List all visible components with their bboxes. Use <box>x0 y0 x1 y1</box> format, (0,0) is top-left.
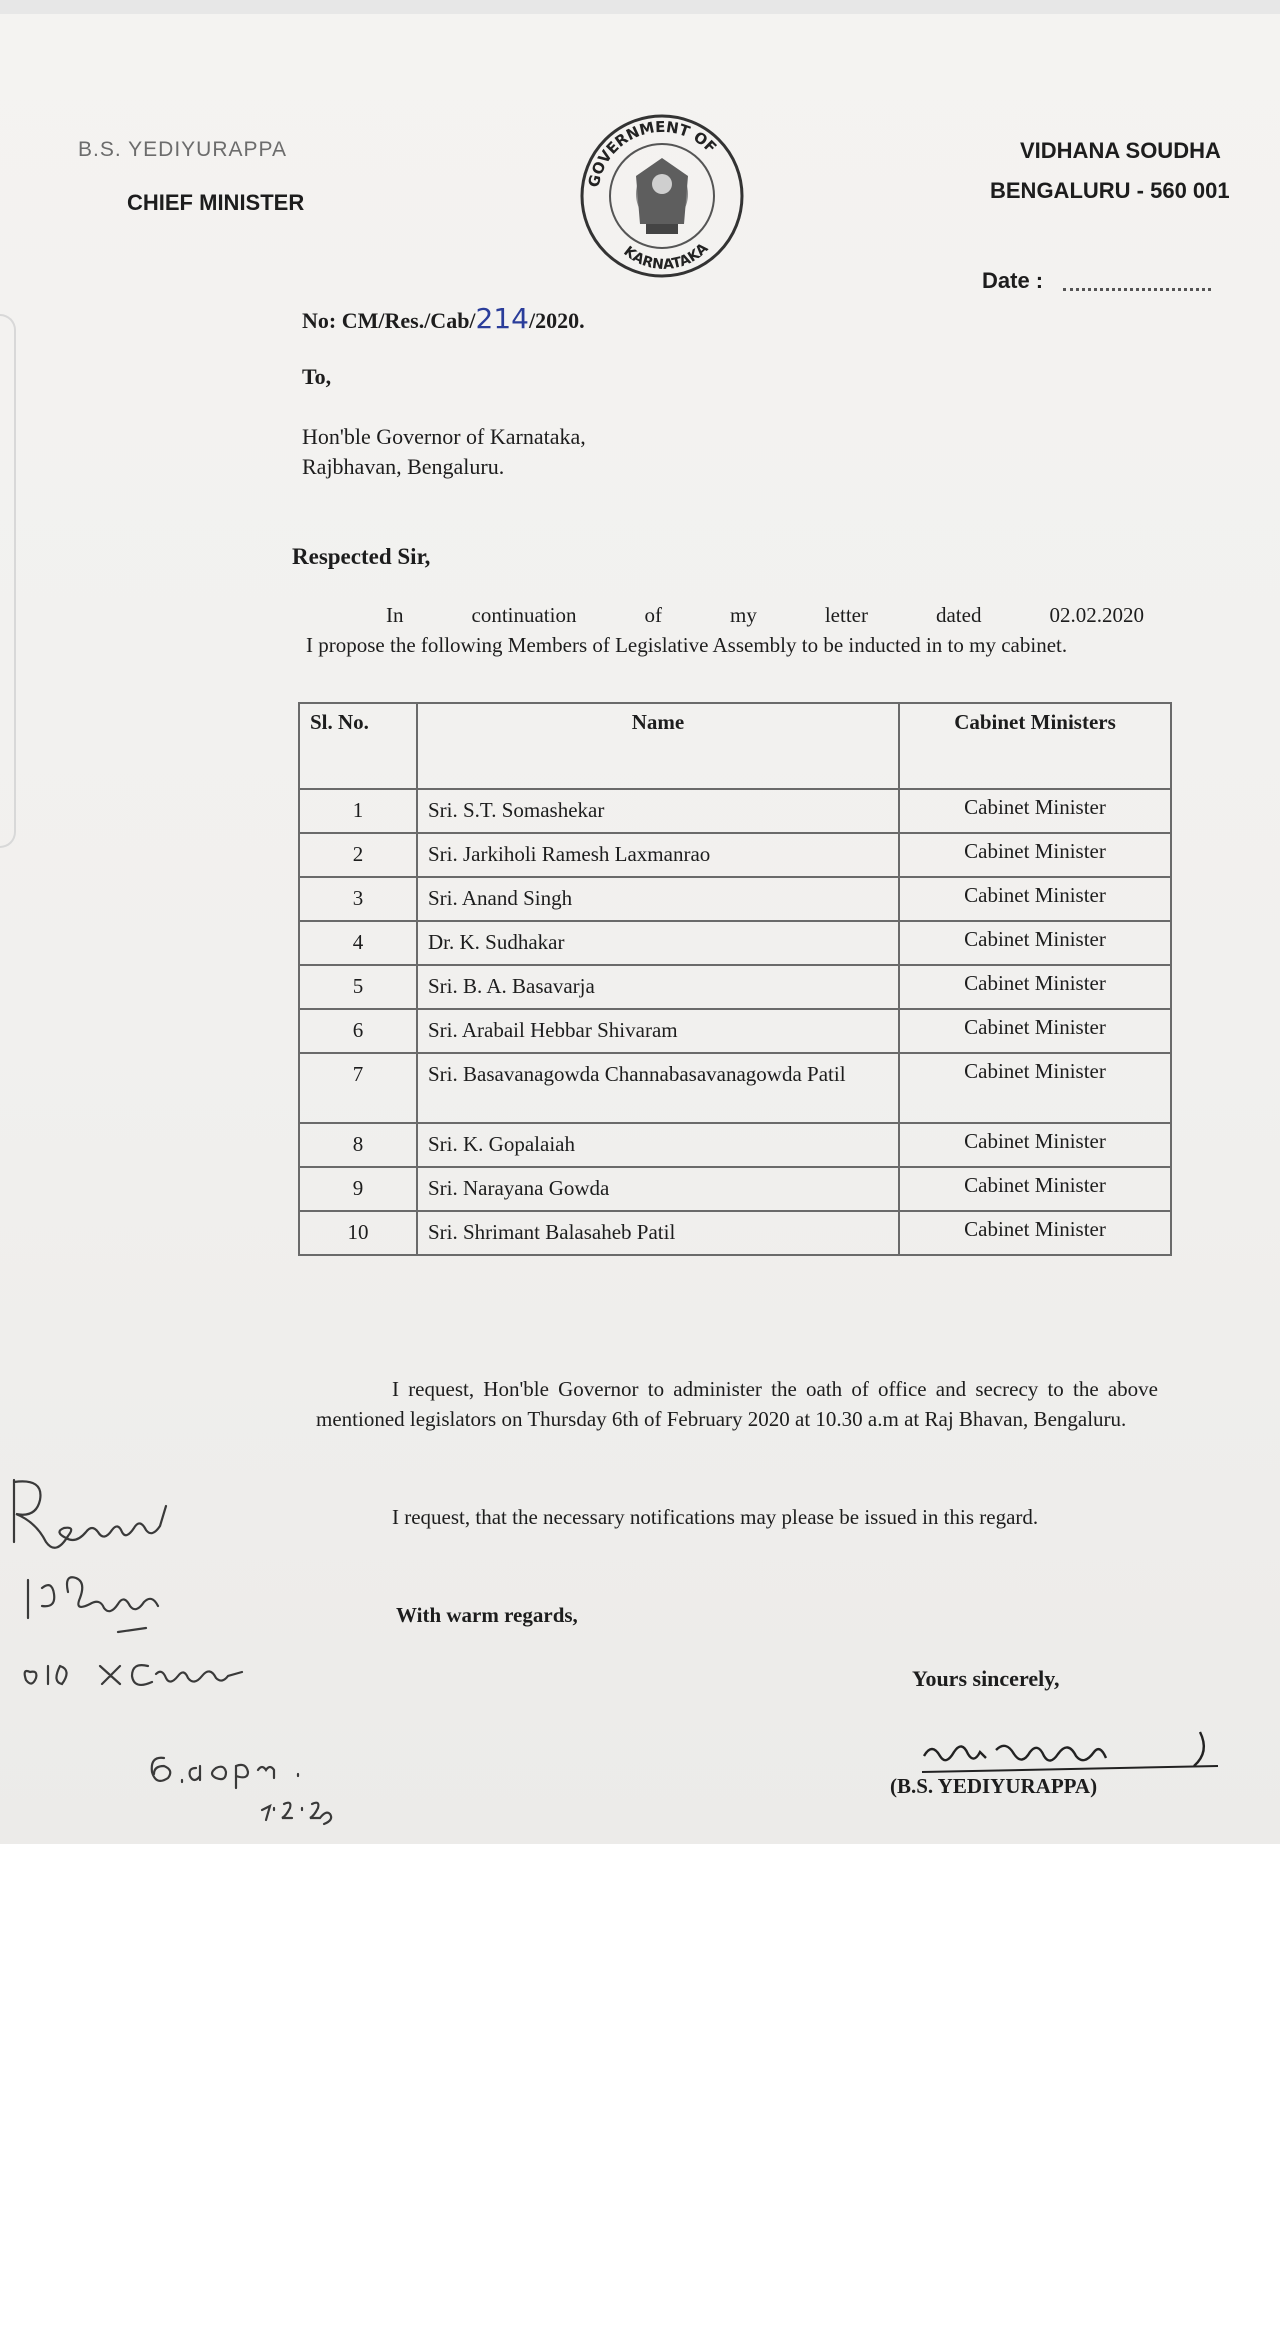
date-blank-line <box>1063 288 1211 291</box>
header-sl-no: Sl. No. <box>299 703 417 789</box>
cell-role: Cabinet Minister <box>899 877 1171 921</box>
request-paragraph <box>316 1374 1158 1434</box>
cell-sl-no: 10 <box>299 1211 417 1255</box>
cell-name: Sri. Jarkiholi Ramesh Laxmanrao <box>417 833 899 877</box>
table-row <box>299 833 1171 877</box>
cell-name: Sri. Shrimant Balasaheb Patil <box>417 1211 899 1255</box>
table-row <box>299 965 1171 1009</box>
cell-sl-no: 3 <box>299 877 417 921</box>
table-row <box>299 1009 1171 1053</box>
intro-first-line <box>306 600 1144 630</box>
reference-prefix: No: CM/Res./Cab/ <box>302 308 476 333</box>
cell-role: Cabinet Minister <box>899 1053 1171 1123</box>
intro-word: dated <box>935 603 982 627</box>
cell-name: Sri. Narayana Gowda <box>417 1167 899 1211</box>
cell-role: Cabinet Minister <box>899 1123 1171 1167</box>
signature-icon <box>918 1722 1238 1782</box>
government-seal-icon <box>576 96 746 286</box>
cell-sl-no: 6 <box>299 1009 417 1053</box>
cell-role: Cabinet Minister <box>899 1211 1171 1255</box>
notification-paragraph <box>316 1502 1158 1532</box>
cell-name: Sri. B. A. Basavarja <box>417 965 899 1009</box>
cell-sl-no: 4 <box>299 921 417 965</box>
closing-regards: With warm regards, <box>396 1603 578 1627</box>
cell-sl-no: 1 <box>299 789 417 833</box>
cell-role: Cabinet Minister <box>899 833 1171 877</box>
header-cabinet-ministers: Cabinet Ministers <box>899 703 1171 789</box>
signoff: Yours sincerely, <box>912 1666 1060 1691</box>
reference-number <box>302 302 585 335</box>
ministers-table <box>298 702 1172 1256</box>
top-bar <box>0 0 1280 14</box>
sender-title: CHIEF MINISTER <box>127 190 305 215</box>
cell-sl-no: 8 <box>299 1123 417 1167</box>
cell-sl-no: 9 <box>299 1167 417 1211</box>
cell-name: Sri. Basavanagowda Channabasavanagowda Patil <box>417 1053 899 1123</box>
recipient-line-1: Hon'ble Governor of Karnataka, <box>302 424 586 449</box>
date-label: Date : <box>982 268 1044 293</box>
salutation: Respected Sir, <box>292 544 431 569</box>
reference-handwritten-number: 214 <box>475 302 529 335</box>
signatory-name: (B.S. YEDIYURAPPA) <box>890 1774 1098 1798</box>
cell-name: Sri. S.T. Somashekar <box>417 789 899 833</box>
cell-name: Dr. K. Sudhakar <box>417 921 899 965</box>
table-row <box>299 789 1171 833</box>
notification-text: I request, that the necessary notifications may please be issued in this regard. <box>392 1505 1039 1529</box>
cell-role: Cabinet Minister <box>899 965 1171 1009</box>
cell-role: Cabinet Minister <box>899 921 1171 965</box>
intro-word: continuation <box>471 603 577 627</box>
handwritten-receipt-note-icon <box>0 1470 420 1850</box>
address-line-2: BENGALURU - 560 001 <box>990 178 1230 203</box>
cell-name: Sri. Arabail Hebbar Shivaram <box>417 1009 899 1053</box>
table-row <box>299 877 1171 921</box>
intro-word: 02.02.2020 <box>1049 603 1144 627</box>
table-row <box>299 1053 1171 1123</box>
table-header-row <box>299 703 1171 789</box>
cell-sl-no: 5 <box>299 965 417 1009</box>
cell-sl-no: 7 <box>299 1053 417 1123</box>
to-label: To, <box>302 364 332 389</box>
intro-paragraph <box>306 600 1144 660</box>
intro-word: letter <box>824 603 868 627</box>
svg-text:GOVERNMENT OF: GOVERNMENT OF <box>584 117 721 189</box>
request-text: I request, Hon'ble Governor to administer the oath of office and secrecy to the above mentioned legislators on Thursday 6th of February 2020 at 10.30 a.m at Raj Bhavan, Bengaluru. <box>316 1377 1158 1431</box>
table-row <box>299 1123 1171 1167</box>
page-edge <box>0 314 16 848</box>
recipient-line-2: Rajbhavan, Bengaluru. <box>302 454 505 479</box>
table-row <box>299 1211 1171 1255</box>
intro-rest: I propose the following Members of Legislative Assembly to be inducted in to my cabinet. <box>306 633 1068 657</box>
sender-name: B.S. YEDIYURAPPA <box>78 138 287 161</box>
header-name: Name <box>417 703 899 789</box>
intro-word: of <box>644 603 662 627</box>
svg-text:KARNATAKA: KARNATAKA <box>620 240 712 274</box>
intro-word: In <box>386 603 404 627</box>
reference-suffix: /2020. <box>529 308 585 333</box>
cell-name: Sri. K. Gopalaiah <box>417 1123 899 1167</box>
cell-sl-no: 2 <box>299 833 417 877</box>
table-row <box>299 1167 1171 1211</box>
table-row <box>299 921 1171 965</box>
cell-role: Cabinet Minister <box>899 1009 1171 1053</box>
intro-word: my <box>729 603 757 627</box>
address-line-1: VIDHANA SOUDHA <box>1020 138 1221 163</box>
cell-role: Cabinet Minister <box>899 1167 1171 1211</box>
cell-name: Sri. Anand Singh <box>417 877 899 921</box>
cell-role: Cabinet Minister <box>899 789 1171 833</box>
